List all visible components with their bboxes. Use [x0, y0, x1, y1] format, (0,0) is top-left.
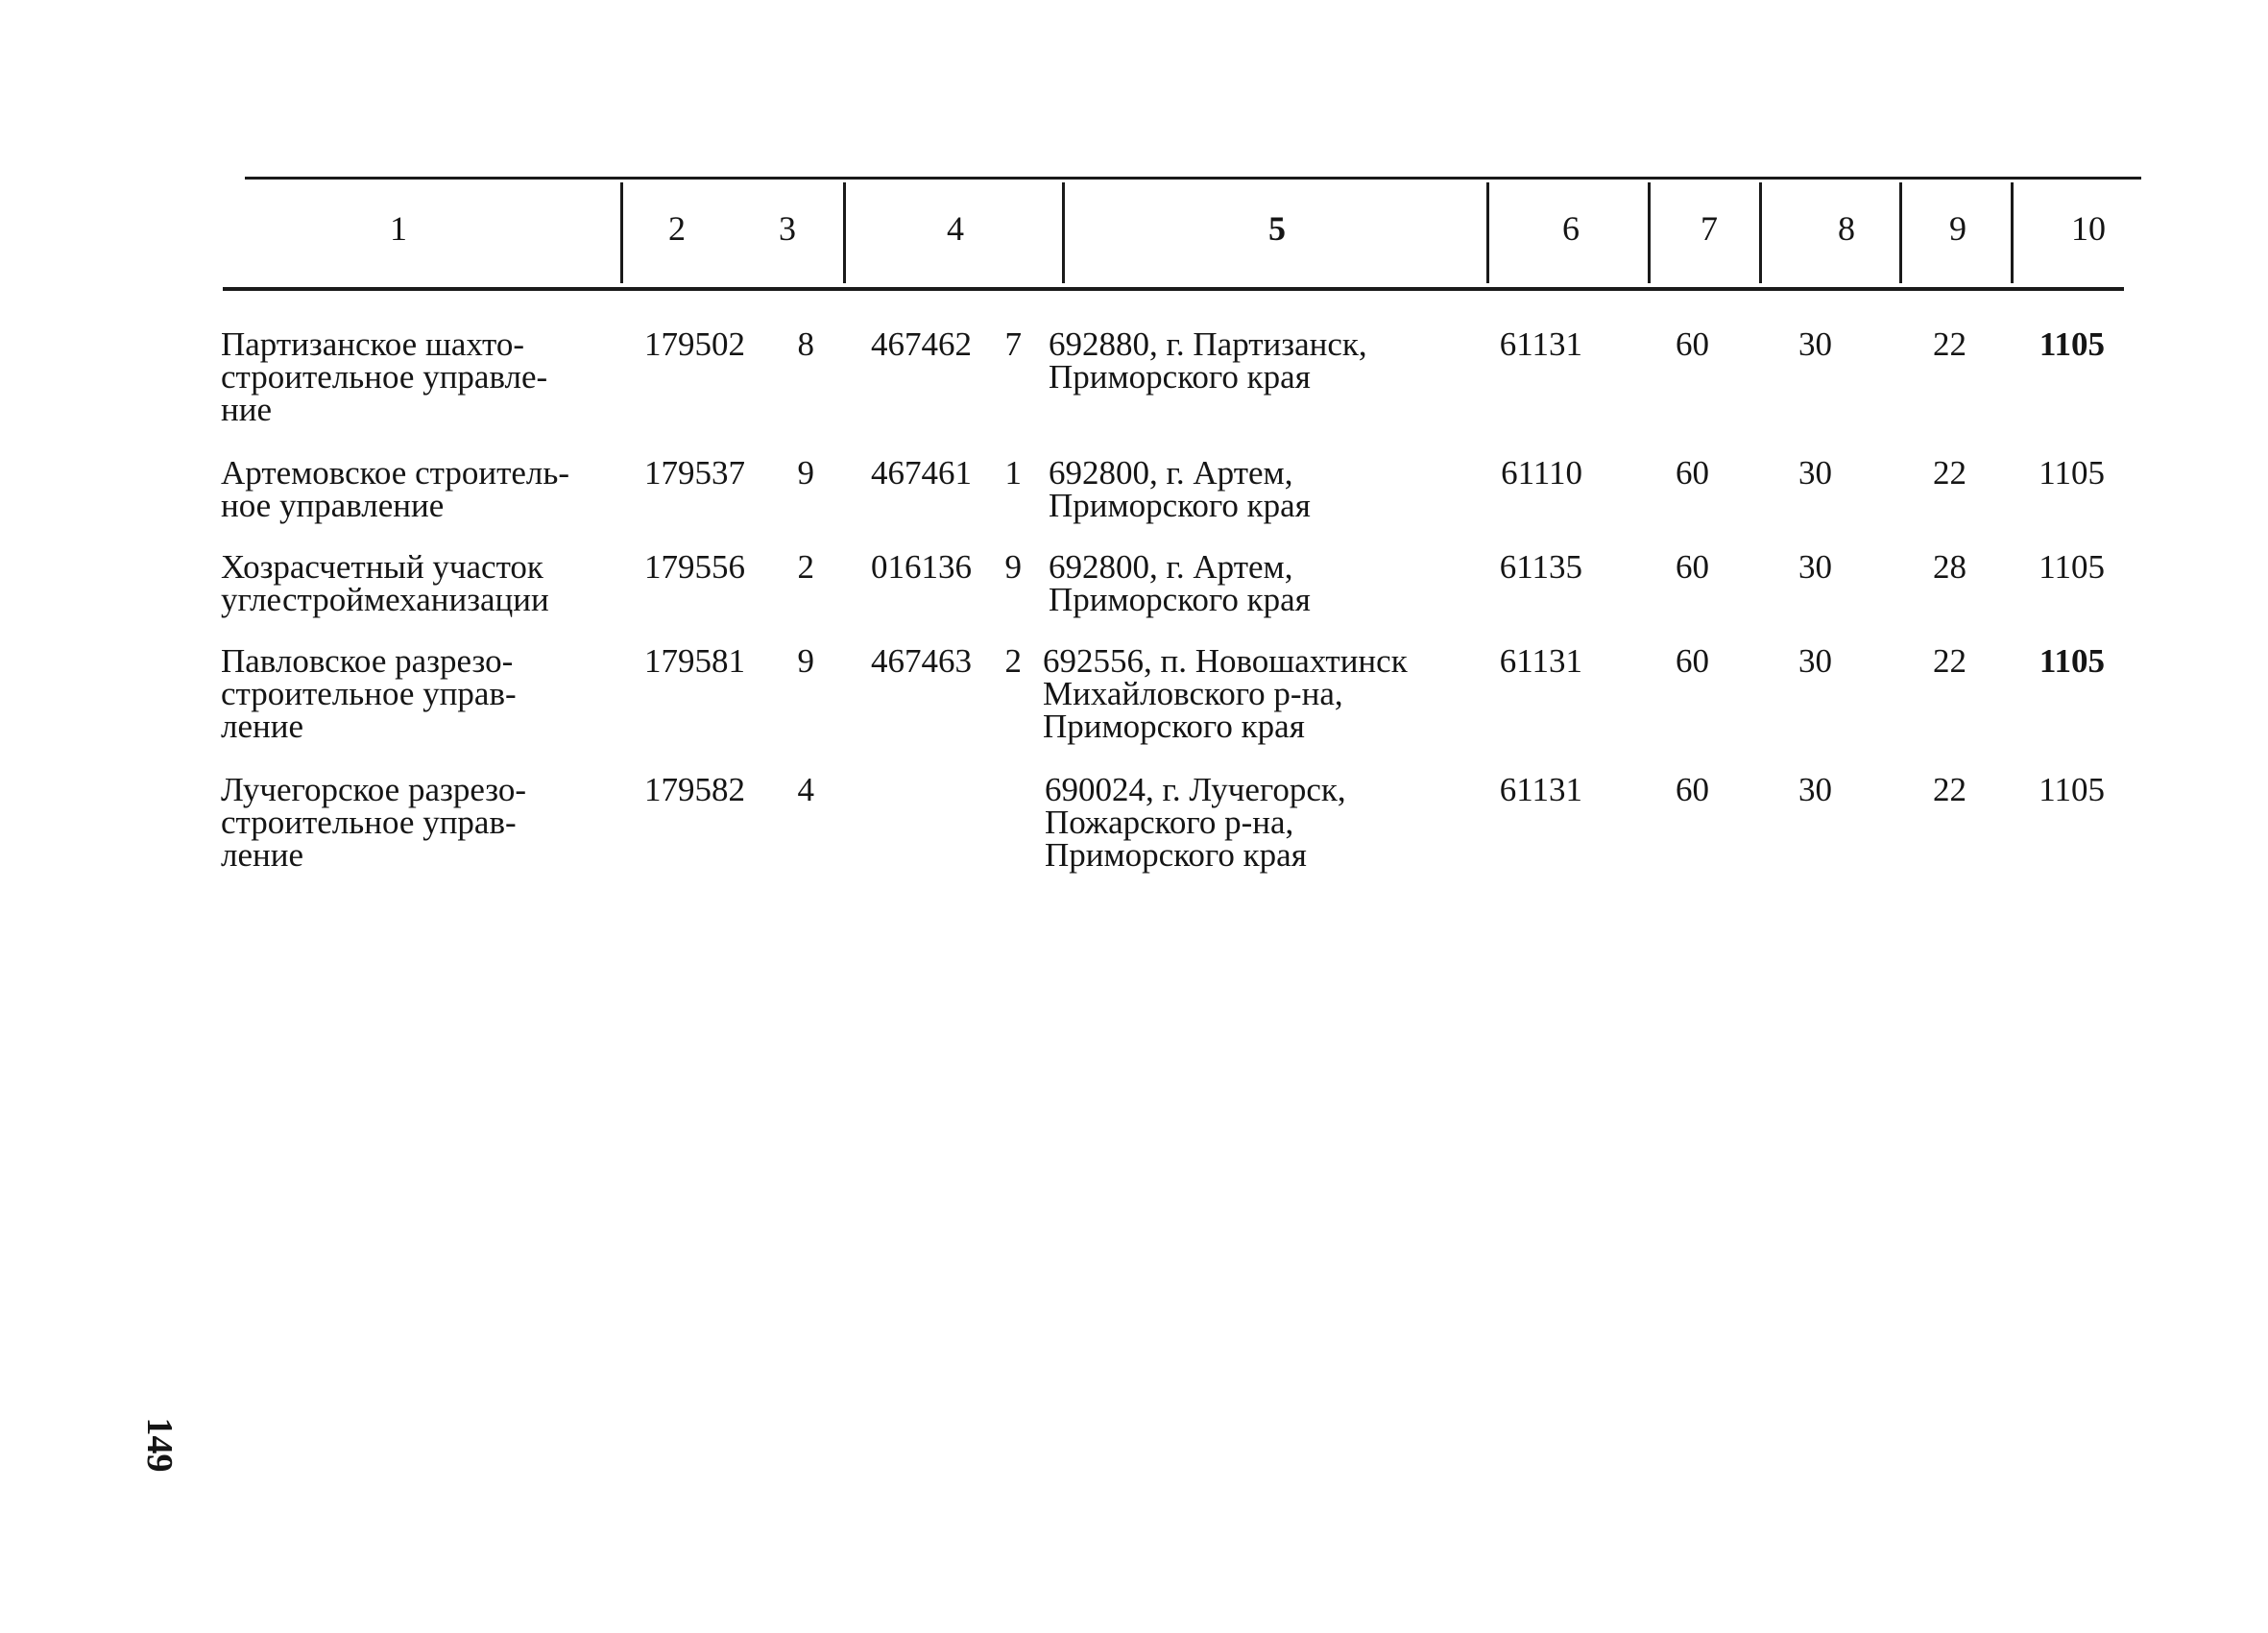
- value-cell: 22: [1933, 454, 1966, 492]
- organization-name: Хозрасчетный участок углестроймеханизации: [221, 548, 549, 618]
- check-digit-cell: 4: [797, 771, 814, 808]
- column-header: 8: [1838, 209, 1855, 248]
- value-cell: 60: [1676, 454, 1709, 492]
- check-digit-cell: 9: [1004, 548, 1022, 586]
- value-cell: 30: [1798, 325, 1832, 363]
- check-digit-cell: 8: [797, 325, 814, 363]
- code-cell: 61131: [1499, 771, 1582, 808]
- check-digit-cell: 9: [797, 642, 814, 680]
- value-cell: 1105: [2039, 325, 2105, 363]
- column-header: 5: [1268, 209, 1286, 248]
- column-header: 2: [668, 209, 686, 248]
- value-cell: 60: [1676, 548, 1709, 586]
- value-cell: 22: [1933, 642, 1966, 680]
- code-cell: 61110: [1501, 454, 1582, 492]
- address-cell: 692880, г. Партизанск, Приморского края: [1049, 325, 1367, 396]
- table-top-rule: [245, 177, 2141, 180]
- value-cell: 22: [1933, 325, 1966, 363]
- header-divider: [843, 182, 846, 283]
- code-cell: 179582: [644, 771, 745, 808]
- header-divider: [1648, 182, 1651, 283]
- code-cell: 61135: [1499, 548, 1582, 586]
- check-digit-cell: 2: [1004, 642, 1022, 680]
- organization-name: Артемовское строитель- ное управление: [221, 454, 569, 524]
- value-cell: 1105: [2039, 454, 2105, 492]
- code-cell: 179502: [644, 325, 745, 363]
- value-cell: 60: [1676, 642, 1709, 680]
- code-cell: 61131: [1499, 325, 1582, 363]
- page-number: 149: [139, 1417, 180, 1473]
- check-digit-cell: 9: [797, 454, 814, 492]
- code-cell: 179581: [644, 642, 745, 680]
- code-cell: 179556: [644, 548, 745, 586]
- code-cell: 179537: [644, 454, 745, 492]
- value-cell: 30: [1798, 454, 1832, 492]
- code-cell: 016136: [871, 548, 972, 586]
- header-divider: [2011, 182, 2014, 283]
- column-header: 9: [1949, 209, 1966, 248]
- header-divider: [1759, 182, 1762, 283]
- value-cell: 1105: [2039, 771, 2105, 808]
- column-header: 3: [779, 209, 796, 248]
- header-divider: [1062, 182, 1065, 283]
- value-cell: 60: [1676, 325, 1709, 363]
- value-cell: 30: [1798, 548, 1832, 586]
- code-cell: 61131: [1499, 642, 1582, 680]
- column-header: 4: [947, 209, 964, 248]
- header-divider: [1486, 182, 1489, 283]
- value-cell: 1105: [2039, 548, 2105, 586]
- address-cell: 692800, г. Артем, Приморского края: [1049, 454, 1311, 524]
- organization-name: Лучегорское разрезо- строительное управ- ление: [221, 771, 527, 874]
- value-cell: 1105: [2039, 642, 2105, 680]
- check-digit-cell: 7: [1004, 325, 1022, 363]
- value-cell: 30: [1798, 642, 1832, 680]
- organization-name: Партизанское шахто- строительное управле- ние: [221, 325, 548, 428]
- organization-name: Павловское разрезо- строительное управ- ление: [221, 642, 517, 745]
- header-divider: [1899, 182, 1902, 283]
- value-cell: 60: [1676, 771, 1709, 808]
- column-header: 10: [2071, 209, 2106, 248]
- address-cell: 690024, г. Лучегорск, Пожарского р-на, Приморского края: [1045, 771, 1346, 874]
- address-cell: 692556, п. Новошахтинск Михайловского р-на, Приморского края: [1043, 642, 1408, 745]
- value-cell: 28: [1933, 548, 1966, 586]
- value-cell: 22: [1933, 771, 1966, 808]
- check-digit-cell: 2: [797, 548, 814, 586]
- column-header: 1: [390, 209, 407, 248]
- code-cell: 467461: [871, 454, 972, 492]
- column-header: 7: [1701, 209, 1718, 248]
- column-header: 6: [1562, 209, 1580, 248]
- check-digit-cell: 1: [1004, 454, 1022, 492]
- address-cell: 692800, г. Артем, Приморского края: [1049, 548, 1311, 618]
- header-divider: [620, 182, 623, 283]
- code-cell: 467463: [871, 642, 972, 680]
- code-cell: 467462: [871, 325, 972, 363]
- value-cell: 30: [1798, 771, 1832, 808]
- table-header-bottom-rule: [223, 287, 2124, 291]
